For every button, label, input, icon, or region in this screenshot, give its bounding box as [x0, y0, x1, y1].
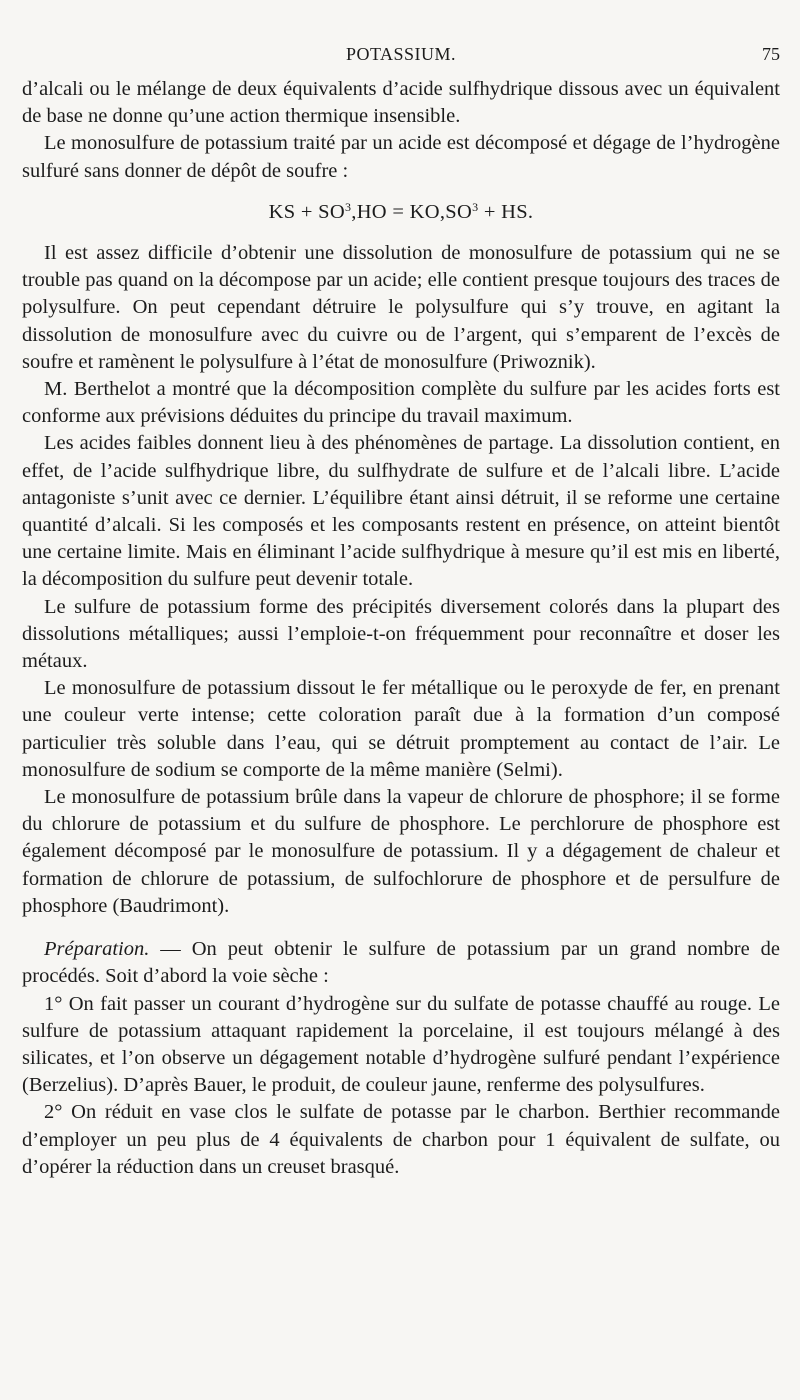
paragraph-acides-faibles: Les acides faibles donnent lieu à des phénomènes de partage. La dissolution contient, en effet, de l’acide sulfhydrique libre, du sulfhydrate de sulfure et de l’alcali libre. L’acide antagoniste s’unit avec ce dernier. L’équilibre étant ainsi détruit, il se reforme une certaine quantité d’alcali. Si les composés et les composants restent en présence, on atteint bientôt une certaine limite. Mais en éliminant l’acide sulfhydrique à mesure qu’il est mis en liberté, la décomposition du sulfure peut devenir totale.	[22, 432, 780, 591]
paragraph-polysulfure: Il est assez difficile d’obtenir une dissolution de monosulfure de potassium qui ne se trouble pas quand on la décompose par un acide; elle contient presque toujours des traces de polysulfure. On peut cependant détruire le polysulfure qui s’y trouve, en agitant la dissolution de monosulfure avec du cuivre ou de l’argent, qui s’emparent de l’excès de soufre et ramènent le polysulfure à l’état de monosulfure (Priwoznik).	[22, 242, 780, 373]
paragraph-preparation	[22, 936, 780, 990]
paragraph-berthelot: M. Berthelot a montré que la décomposition complète du sulfure par les acides forts est conforme aux prévisions déduites du principe du travail maximum.	[22, 378, 780, 428]
body-text	[22, 76, 780, 1181]
paragraph-method-2: 2° On réduit en vase clos le sulfate de potasse par le charbon. Berthier recommande d’employer un peu plus de 4 équivalents de charbon pour 1 équivalent de sulfate, ou d’opérer la réduction dans un creuset brasqué.	[22, 1101, 780, 1178]
equation-superscript-a: 3	[344, 199, 352, 214]
paragraph-chlorure-phosphore: Le monosulfure de potassium brûle dans la vapeur de chlorure de phosphore; il se forme du chlorure de potassium et du sulfure de phosphore. Le perchlorure de phosphore est également décomposé par le monosulfure de potassium. Il y a dégagement de chaleur et formation de chlorure de potassium, de sulfochlorure de phosphore et de persulfure de phosphore (Baudrimont).	[22, 786, 780, 917]
paragraph-precipites: Le sulfure de potassium forme des précipités diversement colorés dans la plupart des dissolutions métalliques; aussi l’emploie-t-on fréquemment pour reconnaître et doser les métaux.	[22, 595, 780, 673]
equation-part-a: KS + SO	[268, 200, 345, 223]
running-header	[22, 44, 780, 70]
paragraph-fer: Le monosulfure de potassium dissout le fer métallique ou le peroxyde de fer, en prenant une couleur verte intense; cette coloration paraît due à la formation d’un composé particulier très soluble dans l’eau, qui se détruit promptement au contact de l’air. Le monosulfure de sodium se comporte de la même manière (Selmi).	[22, 677, 780, 781]
page-number: 75	[762, 44, 780, 64]
equation-superscript-b: 3	[472, 199, 479, 214]
chemical-equation	[22, 199, 780, 226]
equation-part-c: + HS.	[478, 200, 534, 223]
paragraph-acid-decomposition: Le monosulfure de potassium traité par un acide est décomposé et dégage de l’hydrogène sulfuré sans donner de dépôt de soufre :	[22, 132, 780, 182]
equation-part-b: ,HO = KO,SO	[351, 200, 473, 223]
paragraph-continuation: d’alcali ou le mélange de deux équivalents d’acide sulfhydrique dissous avec un équivalent de base ne donne qu’une action thermique insensible.	[22, 78, 780, 128]
section-heading-preparation: Préparation.	[44, 938, 150, 961]
preparation-intro: — On peut obtenir le sulfure de potassium par un grand nombre de procédés. Soit d’abord la voie sèche :	[22, 938, 780, 988]
paragraph-method-1: 1° On fait passer un courant d’hydrogène sur du sulfate de potasse chauffé au rouge. Le sulfure de potassium attaquant rapidement la porcelaine, il est toujours mélangé à des silicates, et l’on observe un dégagement notable d’hydrogène sulfuré pendant l’expérience (Berzelius). D’après Bauer, le produit, de couleur jaune, renferme des polysulfures.	[22, 992, 780, 1097]
running-title: POTASSIUM.	[345, 44, 457, 64]
